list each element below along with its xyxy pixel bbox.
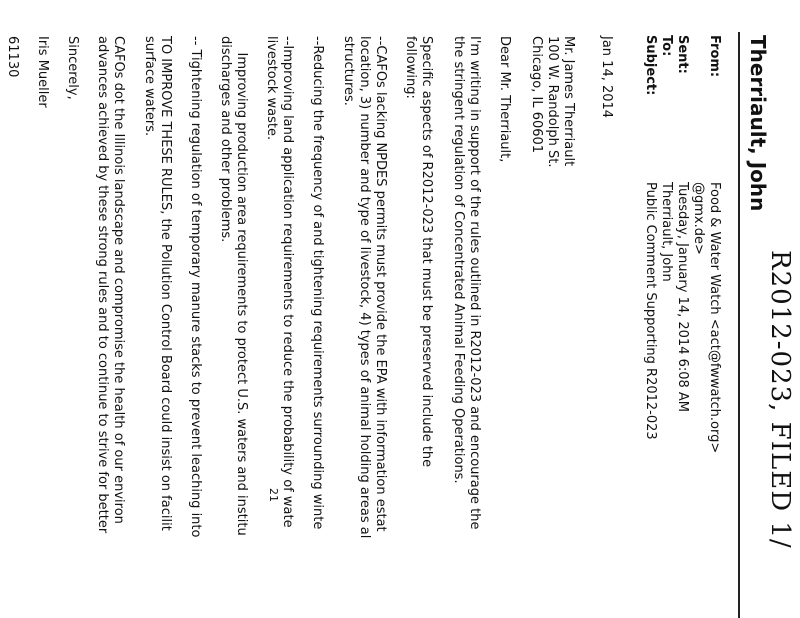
signer-zip: 61130 — [5, 36, 20, 78]
closing-line: CAFOs dot the Illinois landscape and compromise the health of our environ — [111, 36, 126, 524]
subject-value: Public Comment Supporting R2012-023 — [643, 182, 658, 440]
sent-value: Tuesday, January 14, 2014 6:08 AM — [675, 182, 690, 413]
address-line: 100 W. Randolph St. — [545, 36, 560, 168]
header-rule — [738, 32, 740, 618]
from-value-continued: @gmx.de> — [691, 182, 706, 255]
filing-stamp: R2012-023, FILED 1/ — [765, 250, 795, 549]
bullet-line: structures. — [341, 36, 356, 106]
bullet-line: discharges and other problems. — [218, 36, 233, 243]
bullet-line: --Reducing the frequency of and tightening requirements surrounding winte — [310, 36, 325, 530]
signer-name: Iris Mueller — [35, 36, 50, 108]
improve-line: TO IMPROVE THESE RULES, the Pollution Control Board could insist on facilit — [158, 36, 173, 531]
bullet-line: Improving production area requirements to protect U.S. waters and institu — [234, 36, 249, 536]
closing-line: advances achieved by these strong rules and to continue to strive for better — [95, 36, 110, 534]
bullet-line: -- Tightening regulation of temporary manure stacks to prevent leaching into — [188, 36, 203, 538]
header-name: Therriault, John — [746, 35, 770, 212]
bullet-line: --CAFOs lacking NPDES permits must provide the EPA with information estat — [373, 36, 388, 532]
intro-line: the stringent regulation of Concentrated Animal Feeding Operations. — [451, 36, 466, 484]
address-line: Mr. James Therriault — [561, 36, 576, 167]
to-label: To: — [659, 35, 674, 57]
address-line: Chicago, IL 60601 — [529, 36, 544, 154]
subject-label: Subject: — [643, 35, 658, 96]
aspects-intro-line: Specific aspects of R2012-023 that must be preserved include the — [419, 36, 434, 468]
improve-line: surface waters. — [142, 36, 157, 137]
from-label: From: — [707, 35, 722, 78]
to-value: Therriault, John — [659, 182, 674, 282]
intro-line: I'm writing in support of the rules outlined in R2012-023 and encourage the — [467, 36, 482, 530]
from-value: Food & Water Watch <act@fwwatch.org> — [707, 182, 722, 454]
letter-date: Jan 14, 2014 — [599, 36, 614, 119]
aspects-intro-line: following: — [403, 36, 418, 99]
page-number: 21 — [267, 488, 280, 502]
signoff: Sincerely, — [65, 36, 80, 100]
bullet-line: location, 3) number and type of livestock, 4) types of animal holding areas al — [357, 36, 372, 539]
sent-label: Sent: — [675, 35, 690, 74]
bullet-line: --Improving land application requirements to reduce the probability of wate — [280, 36, 295, 528]
salutation: Dear Mr. Therriault, — [497, 36, 512, 163]
bullet-line: livestock waste. — [264, 36, 279, 141]
